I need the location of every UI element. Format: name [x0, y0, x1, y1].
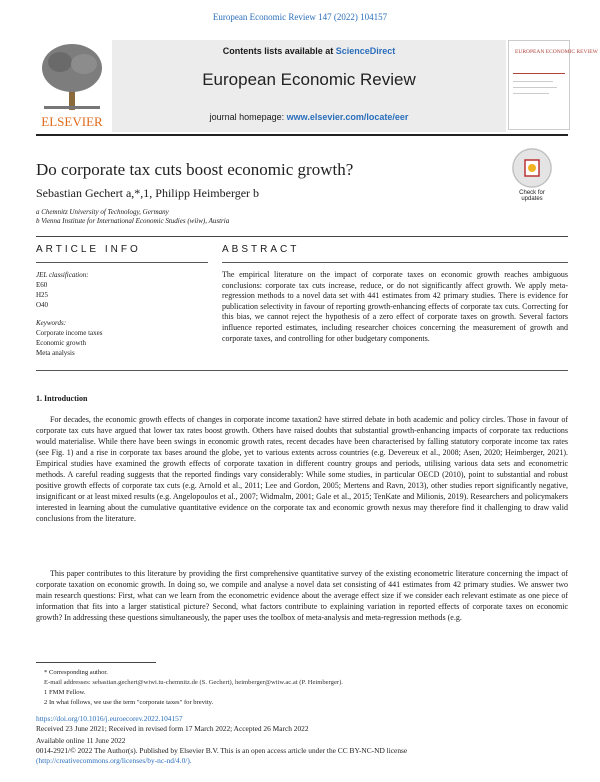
footnote: * Corresponding author. — [44, 669, 108, 676]
keywords-label: Keywords: — [36, 319, 67, 327]
elsevier-logo — [36, 40, 108, 132]
keyword: Economic growth — [36, 339, 86, 347]
journal-citation-link[interactable]: European Economic Review 147 (2022) 104157 — [212, 12, 388, 22]
footnote-rule — [36, 662, 156, 663]
author-list: Sebastian Gechert a,*,1, Philipp Heimberger b — [36, 186, 260, 200]
keyword: Corporate income taxes — [36, 329, 103, 337]
article-info-block — [36, 270, 102, 358]
elsevier-wordmark: ELSEVIER — [41, 114, 103, 129]
check-for-updates-label[interactable]: Check for updates — [519, 190, 545, 202]
available-online: Available online 11 June 2022 — [36, 736, 126, 745]
footnote: 2 In what follows, we use the term "corporate taxes" for brevity. — [44, 699, 214, 706]
license-link[interactable]: (http://creativecommons.org/licenses/by-nc-nd/4.0/). — [36, 756, 192, 765]
contents-line: Contents lists available at ScienceDirect — [222, 46, 396, 56]
journal-name: European Economic Review — [202, 70, 416, 89]
paragraph: This paper contributes to this literature by providing the first comprehensive quantitative survey of the existing econometric literature concerning the impact of corporate taxation on economic growth. In doing so, we compile and analyse a novel data set consisting of 441 estimates from 42 primary studies. We answer two main research questions: First, what can we learn from the econometric evidence about the average effect size if we consider each relevant estimate as one piece of information that fits into a larger statistical picture? Second, what factors contribute to explaining variation in reported effects of corporate taxes on economic growth? In addressing these questions simultaneously, the paper uses the toolbox of meta-analysis and meta-regression methods (e.g. — [36, 569, 568, 622]
affiliation-b: b Vienna Institute for International Economic Studies (wiiw), Austria — [36, 217, 230, 225]
keyword: Meta analysis — [36, 349, 75, 357]
check-for-updates-icon[interactable] — [512, 148, 552, 188]
article-info-heading: ARTICLE INFO — [36, 244, 141, 255]
journal-cover-thumbnail — [508, 40, 598, 130]
jel-code: E60 — [36, 281, 48, 289]
license-line: 0014-2921/© 2022 The Author(s). Published by Elsevier B.V. This is an open access article under the CC BY-NC-ND license — [36, 746, 408, 755]
jel-label: JEL classification: — [36, 271, 89, 279]
abstract-end-rule — [36, 370, 568, 371]
cover-title: EUROPEAN ECONOMIC REVIEW — [515, 49, 598, 55]
section-heading: 1. Introduction — [36, 394, 88, 403]
affiliation-a: a Chemnitz University of Technology, Germany — [36, 208, 169, 216]
jel-code: O40 — [36, 301, 49, 309]
footnote-email[interactable]: E-mail addresses: sebastian.gechert@wiwi.tu-chemnitz.de (S. Gechert), heimberger@wiiw.ac.at (P. Heimberger). — [44, 679, 343, 686]
footnote: 1 FMM Fellow. — [44, 689, 86, 696]
abstract-rule — [222, 262, 568, 263]
paragraph: For decades, the economic growth effects of changes in corporate income taxation2 have stirred debate in both academic and policy circles. Those in favour of corporate tax cuts have argued that lower tax rates boost growth. Others have raised doubts that substantial growth-enhancing impacts of corporate tax reductions would materialise. While there have been swings in economic growth rates, recent decades have been characterised by falling statutory corporate income tax rates (see Fig. 1) and a rise in corporate tax bases around the globe, yet to various extents across countries (e.g. Devereux et al., 2008; Asen, 2020; Heimberger, 2021). Empirical studies have examined the growth effects of corporate taxation in different country groups and periods, utilising various data sets and econometric methods. A careful reading suggests that the reported findings vary considerably: While some studies, in particular OECD (2010), point to substantial and robust positive growth effects of corporate tax cuts (e.g. Arnold et al., 2011; Lee and Gordon, 2005; Mertens and Ravn, 2013), other studies report significantly negative, insignificant or at least mixed results (e.g. Angelopoulos et al., 2007; Widmalm, 2001; Gale et al., 2015; TenKate and Milionis, 2019). Researchers and policymakers interested in learning about the cumulative quantitative evidence on the corporate tax and economic growth nexus may therefore find it challenging to draw valid conclusions from the literature. — [36, 415, 568, 523]
homepage-link[interactable]: www.elsevier.com/locate/eer — [286, 112, 409, 122]
metadata-rule — [36, 236, 568, 237]
doi-link[interactable]: https://doi.org/10.1016/j.euroecorev.2022.104157 — [36, 714, 183, 723]
abstract-text: The empirical literature on the impact of corporate taxes on economic growth reaches ambiguous conclusions: corporate tax cuts increase, reduce, or do not significantly affect growth. We apply meta-regression methods to a novel data set with 441 estimates from 42 primary studies. There is evidence for publication selectivity in favour of reporting growth-enhancing effects of corporate tax cuts. Correcting for this bias, we cannot reject the hypothesis of a zero effect of corporate taxes on growth. Several factors influence reported estimates, including researcher choices concerning the measurement of growth and corporate taxes, and controlling for other budgetary components. — [222, 270, 568, 343]
journal-homepage: journal homepage: www.elsevier.com/locate/eer — [209, 112, 409, 122]
jel-code: H25 — [36, 291, 49, 299]
article-info-rule — [36, 262, 208, 263]
sciencedirect-link[interactable]: ScienceDirect — [335, 46, 396, 56]
abstract-heading: ABSTRACT — [222, 244, 300, 255]
article-title: Do corporate tax cuts boost economic growth? — [36, 160, 354, 179]
received-dates: Received 23 June 2021; Received in revised form 17 March 2022; Accepted 26 March 2022 — [36, 724, 309, 733]
header-rule — [36, 134, 568, 136]
